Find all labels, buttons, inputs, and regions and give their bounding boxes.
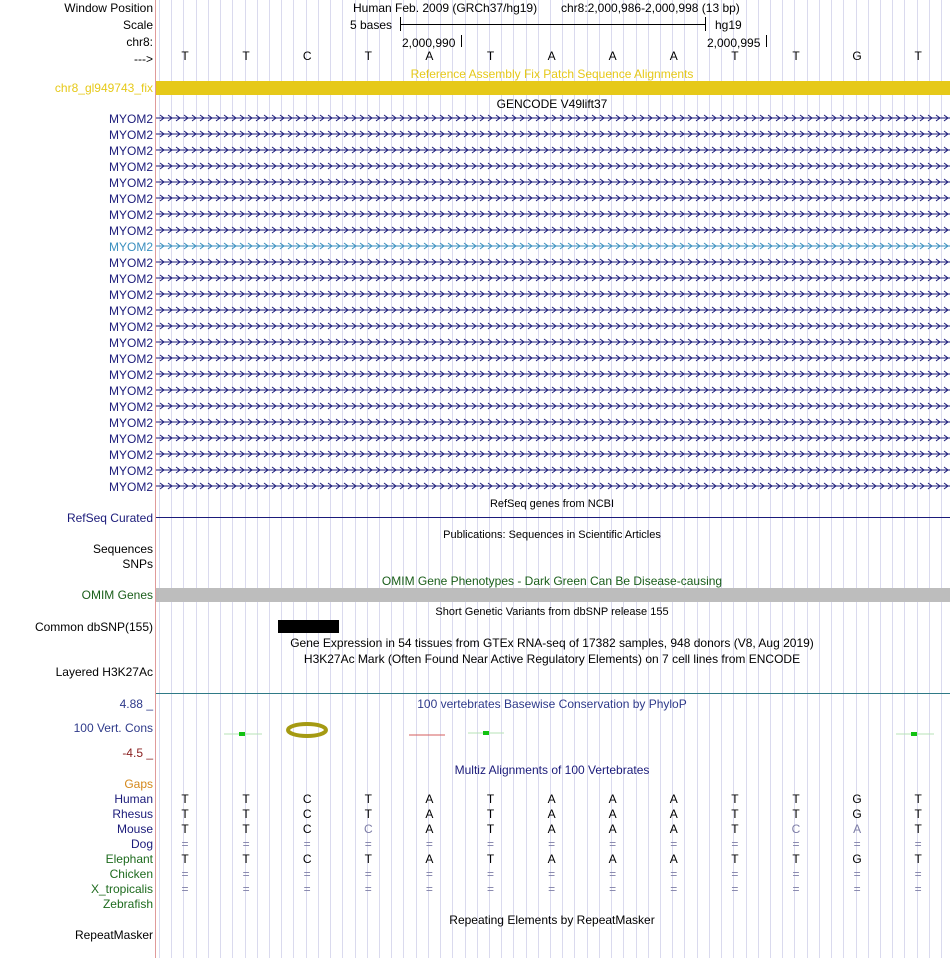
gencode-transcript-label[interactable]: MYOM2 [108,128,153,142]
multiz-base: A [547,852,556,866]
multiz-base: A [853,822,862,836]
coordinate-label: 2,000,995 [707,36,761,50]
multiz-base: = [670,867,678,881]
gencode-transcript-label[interactable]: MYOM2 [108,368,153,382]
multiz-species-label[interactable]: Chicken [109,867,153,881]
dna-base: A [608,49,617,63]
multiz-base: C [791,822,801,836]
fix-patch-track-label[interactable]: chr8_gl949743_fix [54,81,153,95]
publications-track-title: Publications: Sequences in Scientific Articles [443,529,661,541]
multiz-base: = [853,837,861,851]
coordinate-label: 2,000,990 [402,36,456,50]
multiz-base: A [608,807,617,821]
multiz-base: A [547,807,556,821]
multiz-base: = [486,867,494,881]
gencode-transcript-label[interactable]: MYOM2 [108,480,153,494]
gencode-transcript-label[interactable]: MYOM2 [108,224,153,238]
multiz-base: T [364,792,372,806]
multiz-base: = [425,882,433,896]
multiz-base: C [302,852,312,866]
omim-track-label[interactable]: OMIM Genes [81,588,153,602]
multiz-base: = [731,867,739,881]
fix-patch-track-title: Reference Assembly Fix Patch Sequence Alignments [410,67,694,81]
multiz-base: T [364,807,372,821]
multiz-base: T [792,852,800,866]
multiz-base: = [792,882,800,896]
dna-base: A [669,49,678,63]
multiz-base: T [242,807,250,821]
multiz-base: T [486,807,495,821]
dna-base: T [486,49,495,63]
multiz-base: T [792,807,800,821]
multiz-base: A [669,822,678,836]
multiz-base: = [670,882,678,896]
multiz-base: T [242,852,250,866]
repeatmasker-track-label[interactable]: RepeatMasker [74,928,153,942]
dbsnp-track-label[interactable]: Common dbSNP(155) [34,620,153,634]
gencode-transcript-label[interactable]: MYOM2 [108,336,153,350]
multiz-base: C [363,822,373,836]
gencode-track-title: GENCODE V49lift37 [496,97,608,111]
gencode-transcript-label[interactable]: MYOM2 [108,144,153,158]
multiz-base: T [731,807,739,821]
multiz-track-title: Multiz Alignments of 100 Vertebrates [454,763,650,777]
multiz-base: A [669,807,678,821]
multiz-base: T [914,807,922,821]
gencode-transcript-label[interactable]: MYOM2 [108,208,153,222]
multiz-base: = [670,837,678,851]
gencode-transcript-label[interactable]: MYOM2 [108,464,153,478]
multiz-base: T [181,852,189,866]
multiz-gaps-label[interactable]: Gaps [124,777,153,791]
multiz-base: T [914,792,922,806]
multiz-base: = [548,837,556,851]
multiz-base: = [548,882,556,896]
publications-label-snps[interactable]: SNPs [122,557,153,571]
phylop-loop-mark [288,724,326,736]
multiz-base: = [425,867,433,881]
multiz-base: A [608,822,617,836]
multiz-base: = [914,882,922,896]
multiz-base: = [486,882,494,896]
gtex-track-title: Gene Expression in 54 tissues from GTEx RNA-seq of 17382 samples, 948 donors (V8, Aug 2019) [290,636,814,650]
dbsnp-track-title: Short Genetic Variants from dbSNP release 155 [435,606,669,618]
multiz-base: A [669,792,678,806]
multiz-base: A [608,852,617,866]
multiz-base: A [425,852,434,866]
dna-base: T [242,49,250,63]
multiz-base: = [731,882,739,896]
gencode-transcript-label[interactable]: MYOM2 [108,352,153,366]
multiz-base: = [548,867,556,881]
gencode-transcript-label[interactable]: MYOM2 [108,192,153,206]
multiz-base: = [609,837,617,851]
multiz-base: T [914,852,922,866]
publications-label-sequences[interactable]: Sequences [92,542,153,556]
multiz-base: T [792,792,800,806]
multiz-base: T [914,822,922,836]
multiz-base: T [486,852,495,866]
multiz-base: C [302,807,312,821]
multiz-base: T [731,852,739,866]
multiz-base: A [547,822,556,836]
scale-label: Scale [122,18,153,32]
multiz-base: = [303,882,311,896]
gencode-transcript-label[interactable]: MYOM2 [108,160,153,174]
repeatmasker-track-title: Repeating Elements by RepeatMasker [449,913,655,927]
multiz-base: = [792,837,800,851]
multiz-base: = [242,837,250,851]
multiz-base: = [242,882,250,896]
multiz-base: = [486,837,494,851]
gencode-transcript-label[interactable]: MYOM2 [108,272,153,286]
gencode-transcript-label[interactable]: MYOM2 [108,240,153,254]
assembly-name: Human Feb. 2009 (GRCh37/hg19) [353,1,538,15]
multiz-species-label[interactable]: Mouse [116,822,153,836]
chrom-label: chr8: [126,35,153,49]
multiz-base: G [852,792,862,806]
multiz-base: A [425,807,434,821]
multiz-base: = [242,867,250,881]
gencode-transcript-label[interactable]: MYOM2 [108,400,153,414]
gencode-transcript-label[interactable]: MYOM2 [108,384,153,398]
gencode-transcript-label[interactable]: MYOM2 [108,320,153,334]
dna-base: G [852,49,862,63]
multiz-base: T [731,792,739,806]
dna-base: T [914,49,922,63]
phylop-green-mark [896,732,934,736]
multiz-base: T [181,807,189,821]
multiz-base: = [364,837,372,851]
multiz-base: = [609,867,617,881]
multiz-base: = [792,867,800,881]
multiz-base: = [853,882,861,896]
multiz-base: = [731,837,739,851]
gencode-transcript-label[interactable]: MYOM2 [108,304,153,318]
gencode-transcript-label[interactable]: MYOM2 [108,176,153,190]
multiz-base: C [302,822,312,836]
gencode-transcript-label[interactable]: MYOM2 [108,256,153,270]
dna-base: A [425,49,434,63]
multiz-base: A [547,792,556,806]
dna-base: T [731,49,739,63]
multiz-base: = [914,867,922,881]
multiz-base: T [364,852,372,866]
dna-base: C [302,49,312,63]
multiz-species-label[interactable]: Elephant [105,852,153,866]
scale-db: hg19 [715,18,742,32]
multiz-base: A [425,822,434,836]
multiz-base: T [242,822,250,836]
gencode-transcript-label[interactable]: MYOM2 [108,112,153,126]
multiz-base: C [302,792,312,806]
multiz-base: T [181,792,189,806]
multiz-base: = [181,882,189,896]
dna-base: A [547,49,556,63]
multiz-base: T [486,792,495,806]
refseq-track-label[interactable]: RefSeq Curated [66,511,153,525]
strand-label: ---> [134,52,153,66]
dna-base: T [181,49,189,63]
multiz-base: T [181,822,189,836]
multiz-base: = [303,837,311,851]
gencode-transcript-label[interactable]: MYOM2 [108,448,153,462]
dna-base: T [792,49,800,63]
phylop-green-mark [468,731,504,735]
multiz-base: = [425,837,433,851]
refseq-track-title: RefSeq genes from NCBI [489,498,615,510]
multiz-base: = [853,867,861,881]
multiz-species-label[interactable]: Zebrafish [102,897,153,911]
multiz-base: T [242,792,250,806]
window-position-label: Window Position [64,1,153,15]
multiz-base: T [486,822,495,836]
multiz-species-label[interactable]: Rhesus [112,807,153,821]
multiz-base: = [364,882,372,896]
scale-bases: 5 bases [350,18,393,32]
multiz-base: = [303,867,311,881]
multiz-base: A [608,792,617,806]
phylop-scale-min: -4.5 _ [122,746,153,760]
window-position-value[interactable]: chr8:2,000,986-2,000,998 (13 bp) [561,1,740,15]
multiz-base: = [364,867,372,881]
multiz-base: = [914,837,922,851]
multiz-species-label[interactable]: Dog [130,837,153,851]
h3k27ac-track-label[interactable]: Layered H3K27Ac [55,665,153,679]
multiz-base: = [609,882,617,896]
h3k27ac-track-title: H3K27Ac Mark (Often Found Near Active Regulatory Elements) on 7 cell lines from ENCODE [303,652,801,666]
multiz-base: A [425,792,434,806]
gencode-transcript-label[interactable]: MYOM2 [108,416,153,430]
phylop-green-mark [224,732,262,736]
phylop-scale-max: 4.88 _ [119,697,153,711]
multiz-base: G [852,807,862,821]
gencode-transcript-label[interactable]: MYOM2 [108,432,153,446]
phylop-track-title: 100 vertebrates Basewise Conservation by PhyloP [417,697,687,711]
multiz-base: T [731,822,739,836]
multiz-base: A [669,852,678,866]
multiz-base: = [181,837,189,851]
omim-track-title: OMIM Gene Phenotypes - Dark Green Can Be Disease-causing [381,574,723,588]
multiz-base: G [852,852,862,866]
dna-base: T [364,49,372,63]
phylop-track-label[interactable]: 100 Vert. Cons [73,721,153,735]
multiz-species-label[interactable]: X_tropicalis [90,882,153,896]
multiz-base: = [181,867,189,881]
multiz-species-label[interactable]: Human [114,792,153,806]
gencode-transcript-label[interactable]: MYOM2 [108,288,153,302]
